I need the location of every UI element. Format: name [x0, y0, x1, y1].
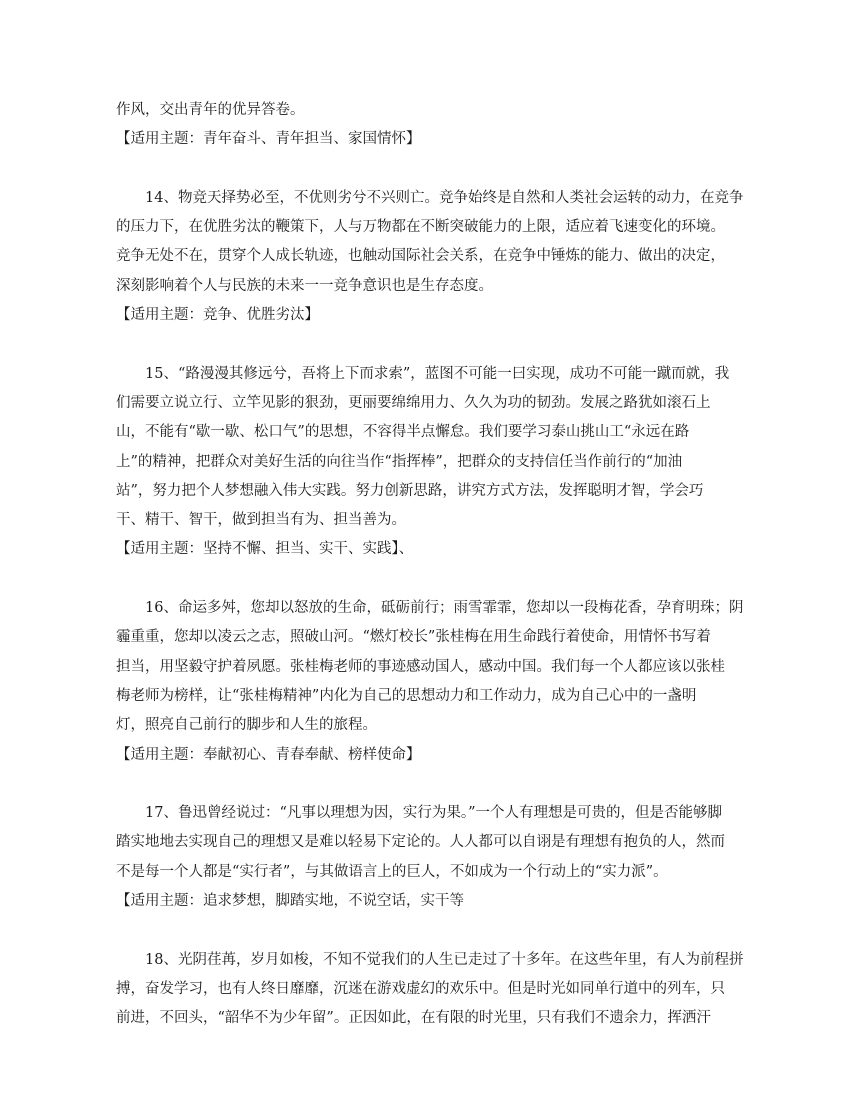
text-line: 干、精干、智干，做到担当有为、担当善为。 — [116, 512, 406, 529]
text-line: 14、物竞天择势必至，不优则劣兮不兴则亡。竞争始终是自然和人类社会运转的动力，在竞争 — [145, 189, 744, 206]
paragraph-spacer — [116, 916, 752, 945]
text-line: 前进，不回头，“韶华不为少年留”。正因如此，在有限的时光里，只有我们不遗余力，挥洒汗 — [116, 1010, 711, 1027]
document-body — [116, 96, 752, 1034]
text-line: 17、鲁迅曾经说过：“凡事以理想为因，实行为果。”一个人有理想是可贵的，但是否能够脚 — [145, 805, 723, 822]
paragraph-17 — [116, 799, 752, 887]
paragraph-14 — [116, 184, 752, 301]
text-line: 搏，奋发学习，也有人终日靡靡，沉迷在游戏虚幻的欢乐中。但是时光如同单行道中的列车，只 — [116, 980, 725, 997]
paragraph-13-continuation — [116, 96, 752, 125]
text-line: 山，不能有“歇一歇、松口气”的思想，不容得半点懈怠。我们要学习泰山挑山工“永远在路 — [116, 424, 690, 441]
text-line: 深刻影响着个人与民族的未来一一竞争意识也是生存态度。 — [116, 277, 493, 294]
paragraph-18 — [116, 946, 752, 1034]
paragraph-16 — [116, 594, 752, 740]
text-line: 站”，努力把个人梦想融入伟大实践。努力创新思路，讲究方式方法，发挥聪明才智，学会巧 — [116, 482, 704, 499]
text-line: 梅老师为榜样，让“张桂梅精神”内化为自己的思想动力和工作动力，成为自己心中的一盏明 — [116, 687, 697, 704]
applicable-theme-13: 【适用主题：青年奋斗、青年担当、家国情怀】 — [116, 131, 421, 148]
text-line: 作风，交出青年的优异答卷。 — [116, 102, 305, 118]
paragraph-spacer — [116, 770, 752, 799]
paragraph-15 — [116, 360, 752, 536]
paragraph-spacer — [116, 565, 752, 594]
paragraph-spacer — [116, 330, 752, 359]
text-line: 霾重重，您却以凌云之志，照破山河。“燃灯校长”张桂梅在用生命践行着使命，用情怀书写着 — [116, 629, 711, 646]
text-line: 踏实地地去实现自己的理想又是难以轻易下定论的。人人都可以自诩是有理想有抱负的人，然而 — [116, 834, 725, 851]
text-line: 的压力下，在优胜劣汰的鞭策下，人与万物都在不断突破能力的上限，适应着飞速变化的环境。 — [116, 219, 725, 236]
text-line: 竞争无处不在，贯穿个人成长轨迹，也触动国际社会关系，在竞争中锤炼的能力、做出的决定， — [116, 248, 725, 265]
text-line: 15、“路漫漫其修远兮，吾将上下而求索”，蓝图不可能一曰实现，成功不可能一蹴而就，我 — [145, 365, 730, 382]
paragraph-spacer — [116, 155, 752, 184]
text-line: 们需要立说立行、立竿见影的狠劲，更丽要绵绵用力、久久为功的韧劲。发展之路犹如滚石上 — [116, 394, 711, 411]
text-line: 担当，用坚毅守护着夙愿。张桂梅老师的事迹感动国人，感动中国。我们每一个人都应该以张桂 — [116, 658, 725, 675]
applicable-theme-14: 【适用主题：竞争、优胜劣汰】 — [116, 307, 319, 324]
applicable-theme-15: 【适用主题：坚持不懈、担当、实干、实践】、 — [116, 541, 414, 558]
text-line: 不是每一个人都是“实行者”，与其做语言上的巨人，不如成为一个行动上的“实力派”。 — [116, 863, 668, 880]
applicable-theme-16: 【适用主题：奉献初心、青春奉献、榜样使命】 — [116, 746, 421, 763]
text-line: 上”的精神，把群众对美好生活的向往当作“指挥棒”，把群众的支持信任当作前行的“加油 — [116, 453, 683, 470]
text-line: 18、光阴荏苒，岁月如梭，不知不觉我们的人生已走过了十多年。在这些年里，有人为前程拼 — [145, 951, 744, 968]
text-line: 灯，照亮自己前行的脚步和人生的旅程。 — [116, 717, 377, 734]
applicable-theme-17: 【适用主题：追求梦想，脚踏实地，不说空话，实干等 — [116, 893, 464, 910]
text-line: 16、命运多舛，您却以怒放的生命，砥砺前行；雨雪霏霏，您却以一段梅花香，孕育明珠；阴 — [145, 600, 744, 617]
